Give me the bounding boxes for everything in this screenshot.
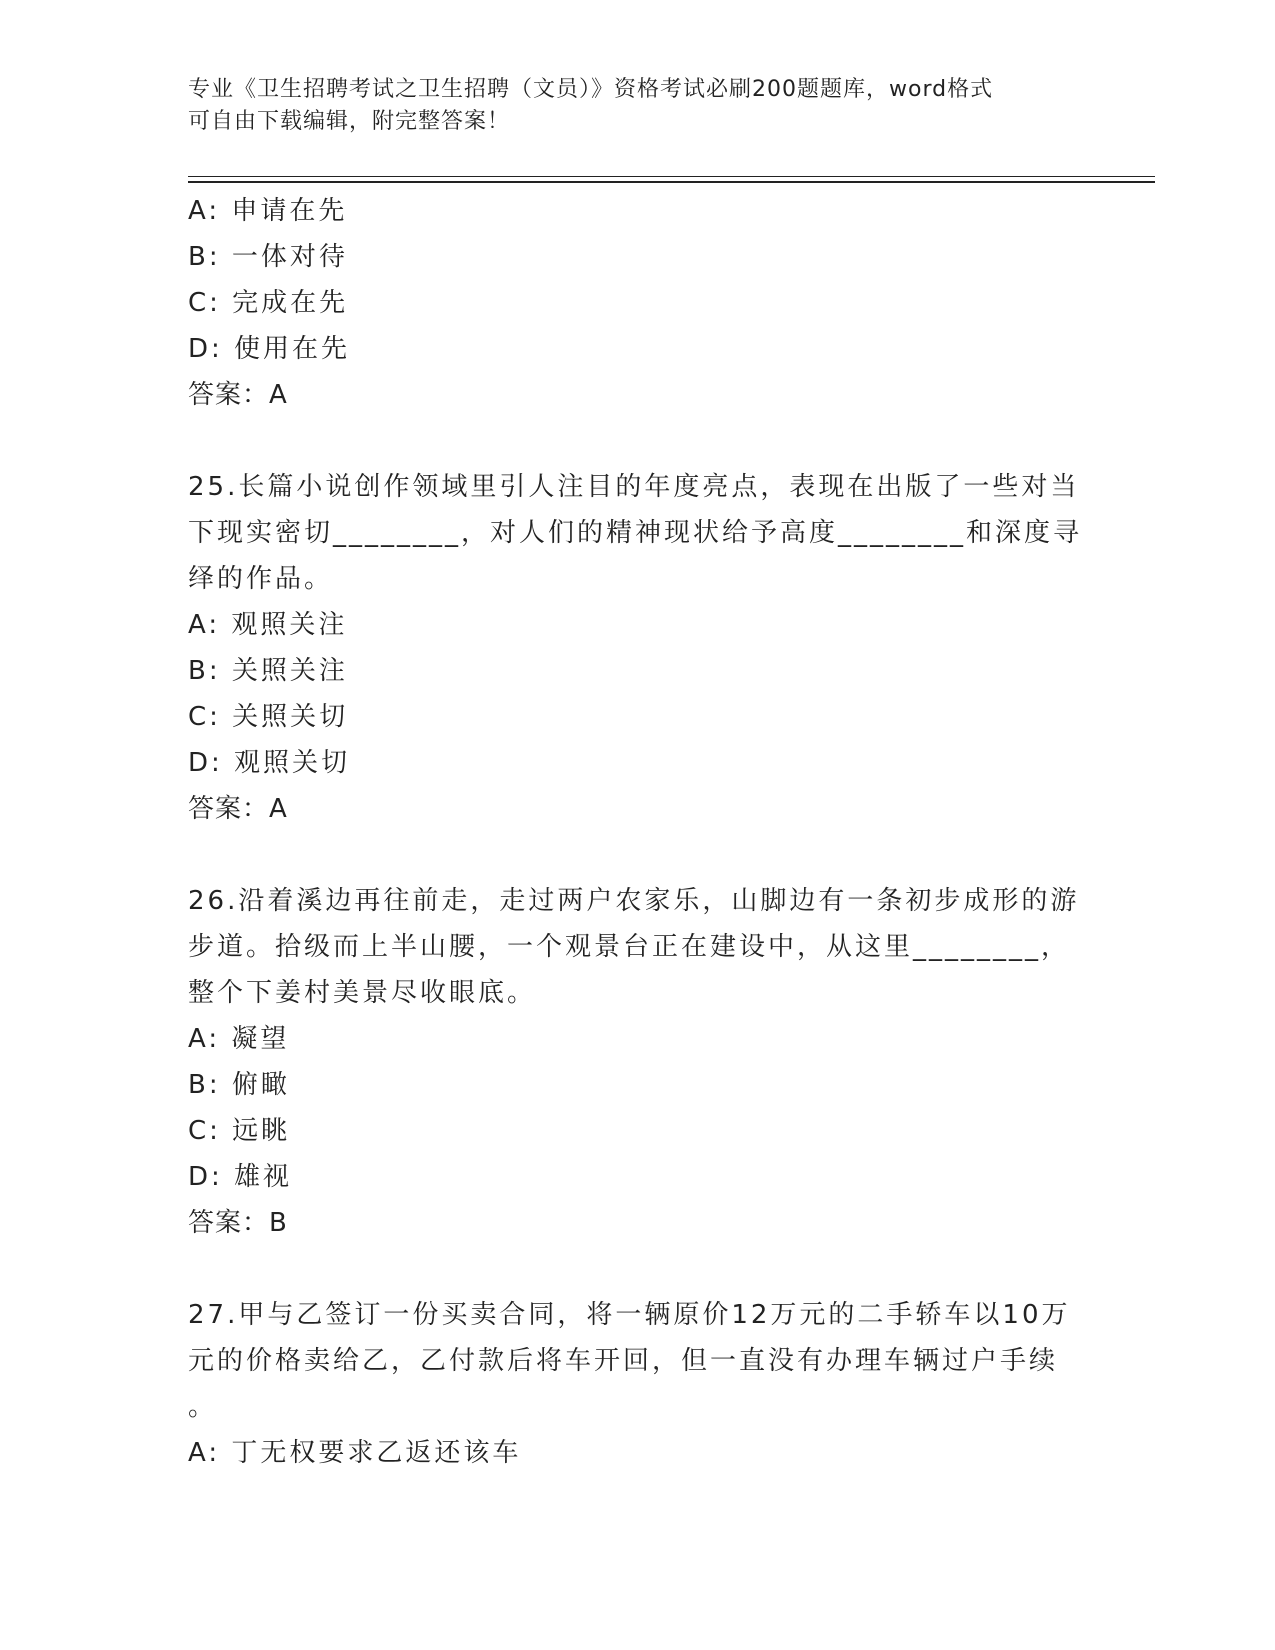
option-c: C: 关照关切 — [188, 702, 349, 732]
question-text-line: 元的价格卖给乙，乙付款后将车开回，但一直没有办理车辆过户手续 — [188, 1346, 1059, 1376]
option-b: B: 关照关注 — [188, 656, 348, 686]
question-text-line: 。 — [188, 1392, 218, 1422]
question-list — [188, 188, 1088, 1476]
option-b: B: 俯瞰 — [188, 1070, 290, 1100]
question-text-line: 26.沿着溪边再往前走，走过两户农家乐，山脚边有一条初步成形的游 — [188, 886, 1080, 916]
question-text-line: 绎的作品。 — [188, 564, 334, 594]
spacer — [188, 1246, 1088, 1292]
spacer — [188, 832, 1088, 878]
question-text-line: 25.长篇小说创作领域里引人注目的年度亮点，表现在出版了一些对当 — [188, 472, 1080, 502]
question-text-line: 下现实密切________，对人们的精神现状给予高度________和深度寻 — [188, 518, 1083, 548]
question-text-line: 步道。拾级而上半山腰，一个观景台正在建设中，从这里________， — [188, 932, 1071, 962]
document-header — [188, 74, 1068, 138]
option-c: C: 完成在先 — [188, 288, 349, 318]
question-text-line: 27.甲与乙签订一份买卖合同，将一辆原价12万元的二手轿车以10万 — [188, 1300, 1071, 1330]
option-d: D: 观照关切 — [188, 748, 351, 778]
option-a: A: 观照关注 — [188, 610, 348, 640]
header-rule-thick — [188, 181, 1155, 183]
option-c: C: 远眺 — [188, 1116, 291, 1146]
option-b: B: 一体对待 — [188, 242, 348, 272]
option-a: A: 丁无权要求乙返还该车 — [188, 1438, 522, 1468]
question-text-line: 整个下姜村美景尽收眼底。 — [188, 978, 537, 1008]
question-26 — [188, 878, 1088, 1246]
answer-line: 答案：A — [188, 380, 288, 410]
option-a: A: 凝望 — [188, 1024, 290, 1054]
header-line-2: 可自由下载编辑，附完整答案！ — [188, 109, 511, 134]
question-27 — [188, 1292, 1088, 1476]
header-line-1: 专业《卫生招聘考试之卫生招聘（文员）》资格考试必刷200题题库，word格式 — [188, 77, 994, 102]
header-rule-thin — [188, 176, 1155, 177]
spacer — [188, 418, 1088, 464]
question-24 — [188, 188, 1088, 418]
option-d: D: 雄视 — [188, 1162, 293, 1192]
answer-line: 答案：A — [188, 794, 288, 824]
answer-line: 答案：B — [188, 1208, 288, 1238]
option-d: D: 使用在先 — [188, 334, 351, 364]
question-25 — [188, 464, 1088, 832]
option-a: A: 申请在先 — [188, 196, 348, 226]
